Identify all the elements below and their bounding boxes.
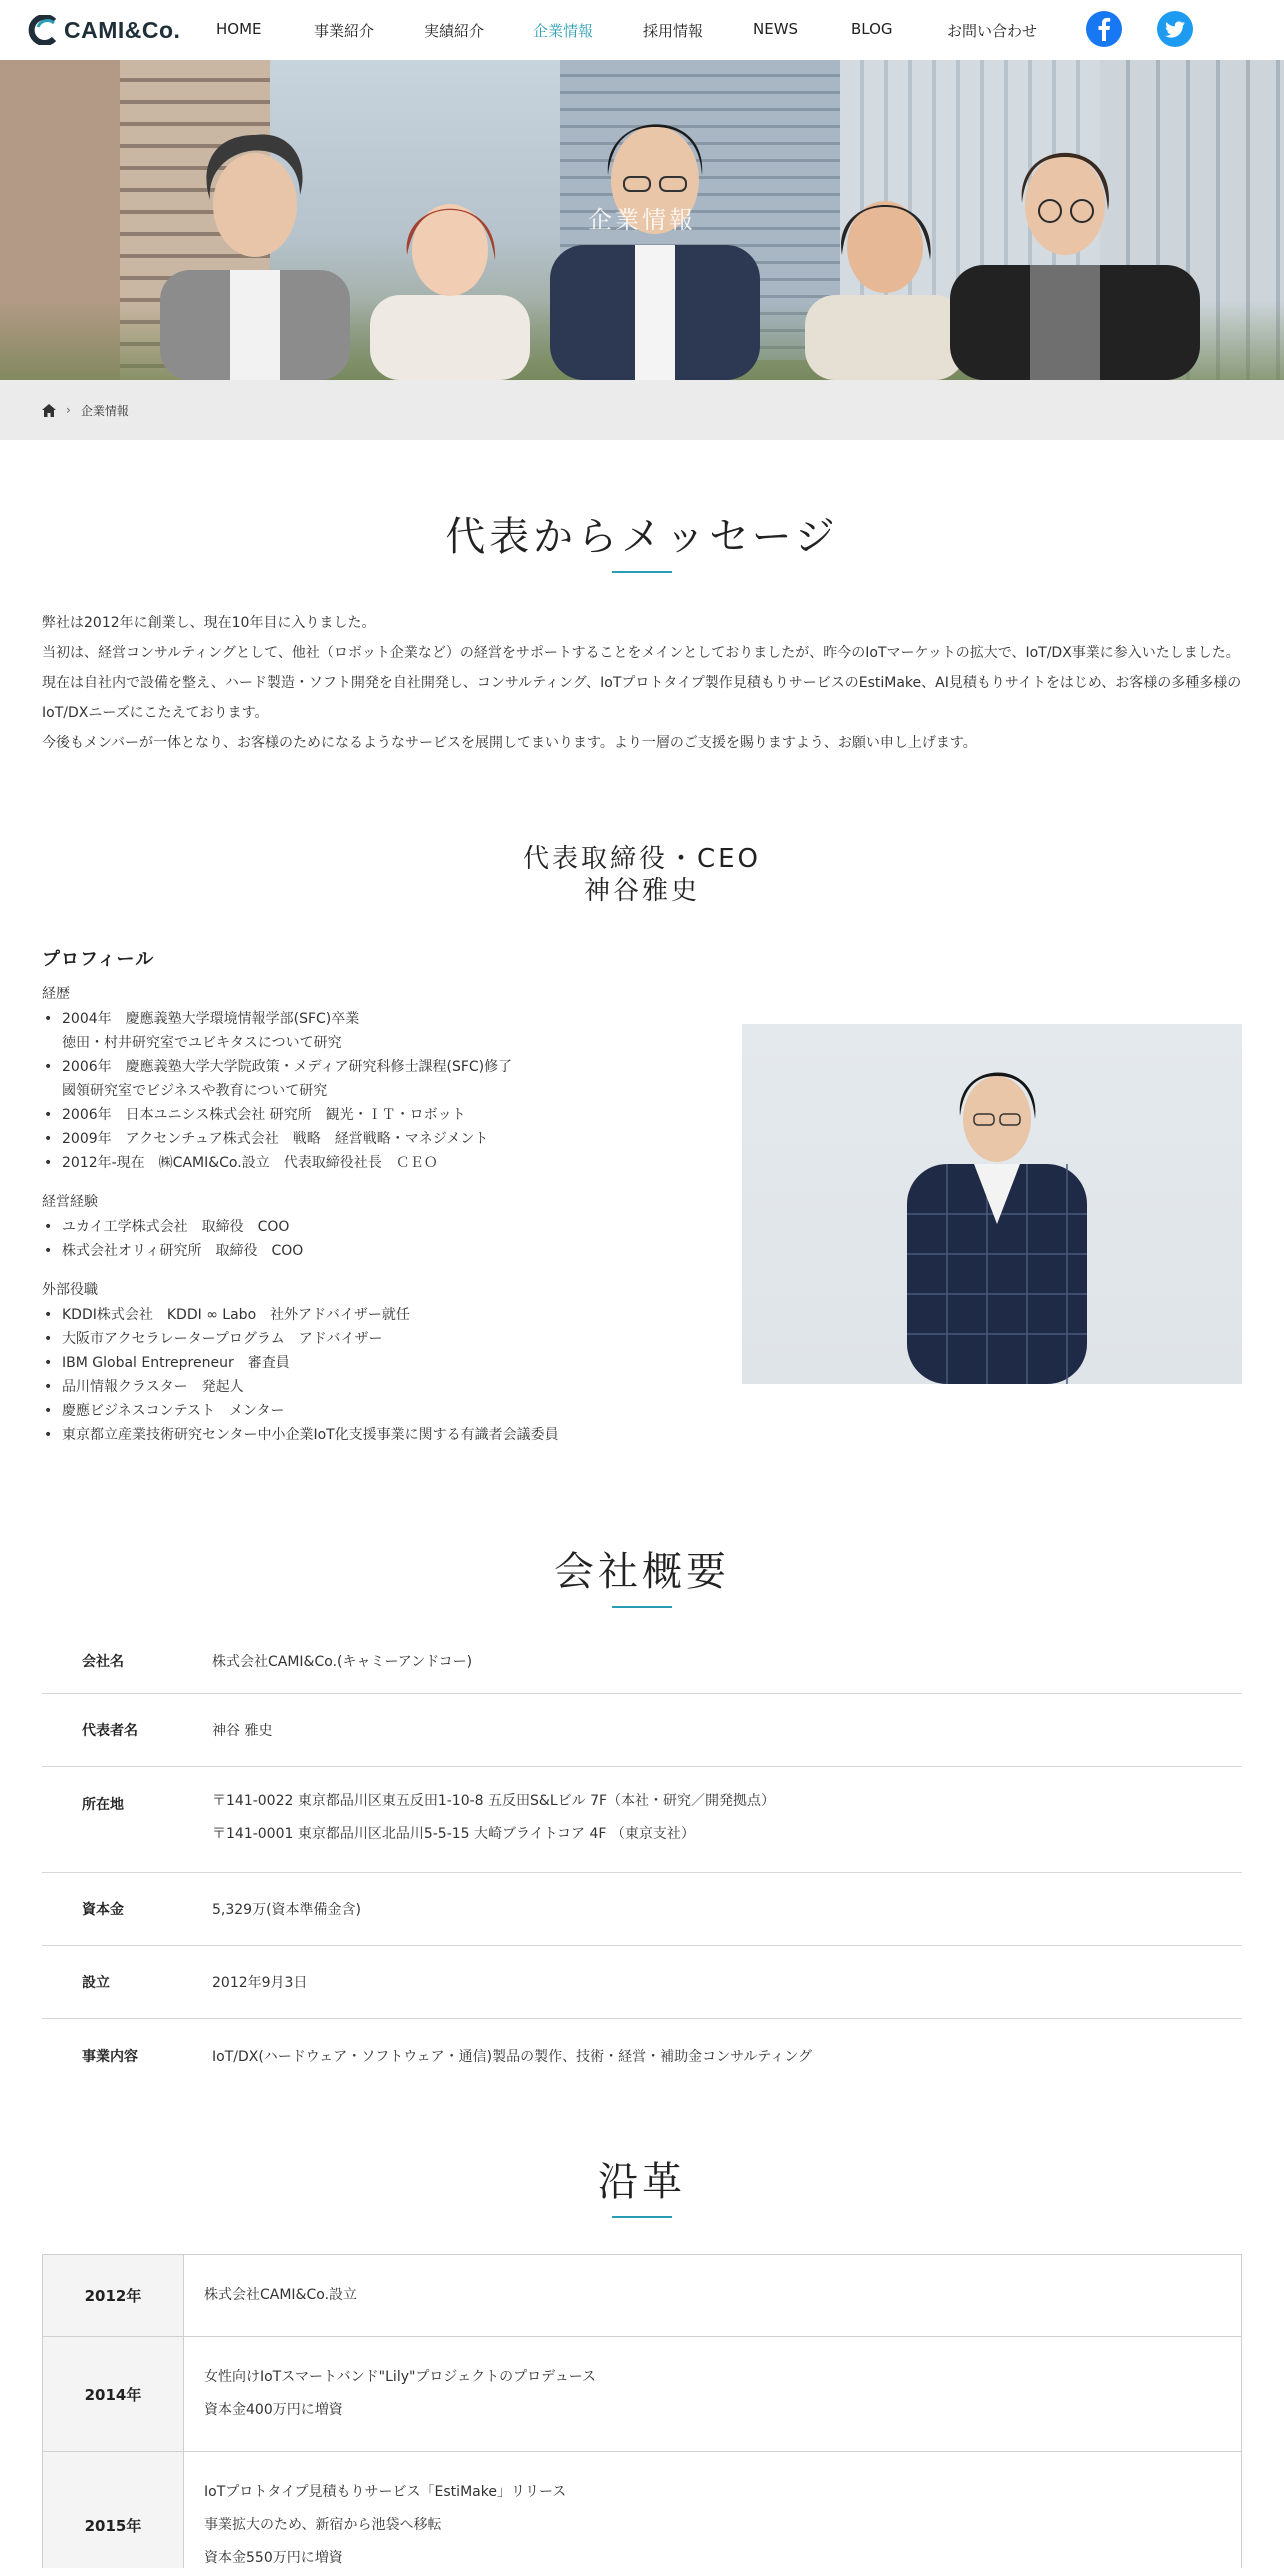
ceo-photo xyxy=(742,1024,1242,1384)
message-paragraph: 弊社は2012年に創業し、現在10年目に入りました。 xyxy=(42,615,376,631)
external-role-item: • 慶應ビジネスコンテスト メンター xyxy=(42,1399,682,1423)
message-title: 代表からメッセージ xyxy=(445,514,839,560)
overview-row xyxy=(42,1767,1242,1873)
title-underline xyxy=(612,2216,672,2218)
ceo-heading xyxy=(0,843,1284,907)
overview-row xyxy=(42,1628,1242,1694)
overview-row xyxy=(42,1946,1242,2019)
nav-blog[interactable]: BLOG xyxy=(851,20,893,38)
message-paragraph: 当初は、経営コンサルティングとして、他社（ロボット企業など）の経営をサポートすることをメインとしておりましたが、昨今のIoTマーケットの拡大で、IoT/DX事業に参入いたしました。現在は自社内で設備を整え、ハード製造・ソフト開発を自社開発し、コンサルティング、IoTプロトタイプ製作見積もりサービスのEstiMake、AI見積もりサイトをはじめ、お客様の多種多様のIoT/DXニーズにこたえております。 xyxy=(42,645,1242,721)
career-heading: 経歴 xyxy=(42,986,70,1002)
facebook-icon[interactable] xyxy=(1086,11,1122,47)
external-role-item: • 品川情報クラスター 発起人 xyxy=(42,1375,682,1399)
nav-news[interactable]: NEWS xyxy=(753,20,799,38)
logo-text: CAMI&Co. xyxy=(64,16,181,43)
management-list xyxy=(42,1215,682,1263)
history-year: 2012年 xyxy=(43,2255,184,2336)
external-roles-list xyxy=(42,1303,682,1447)
overview-value: 〒141-0022 東京都品川区東五反田1-10-8 五反田S&Lビル 7F（本社・研究／開発拠点） 〒141-0001 東京都品川区北品川5-5-15 大崎ブライトコア 4F （東京支社） xyxy=(212,1793,776,1842)
chevron-right-icon: › xyxy=(66,403,71,417)
breadcrumb xyxy=(0,380,1284,440)
overview-title: 会社概要 xyxy=(554,1549,730,1595)
history-events: 女性向けIoTスマートバンド"Lily"プロジェクトのプロデュース 資本金400万円に増資 xyxy=(204,2369,597,2418)
overview-label: 代表者名 xyxy=(82,1723,138,1739)
career-item: • 2009年 アクセンチュア株式会社 戦略 経営戦略・マネジメント xyxy=(42,1127,682,1151)
overview-label: 会社名 xyxy=(82,1653,124,1670)
history-row xyxy=(43,2452,1241,2568)
external-role-item: • IBM Global Entrepreneur 審査員 xyxy=(42,1351,682,1375)
overview-value: 神谷 雅史 xyxy=(212,1723,273,1739)
career-item: • 2012年-現在 ㈱CAMI&Co.設立 代表取締役社長 ＣＥＯ xyxy=(42,1151,682,1175)
management-heading: 経営経験 xyxy=(42,1194,98,1210)
overview-label: 所在地 xyxy=(82,1797,124,1813)
nav-recruit[interactable]: 採用情報 xyxy=(643,22,704,40)
home-icon[interactable] xyxy=(42,404,56,417)
ceo-profile xyxy=(42,945,682,1463)
overview-value: 株式会社CAMI&Co.(キャミーアンドコー) xyxy=(212,1653,473,1670)
management-item: • ユカイ工学株式会社 取締役 COO xyxy=(42,1215,682,1239)
external-role-item: • KDDI株式会社 KDDI ∞ Labo 社外アドバイザー就任 xyxy=(42,1303,682,1327)
nav-company[interactable]: 企業情報 xyxy=(533,22,594,40)
title-underline xyxy=(612,571,672,573)
twitter-icon[interactable] xyxy=(1157,11,1193,47)
management-item: • 株式会社オリィ研究所 取締役 COO xyxy=(42,1239,682,1263)
career-item: • 2006年 慶應義塾大学大学院政策・メディア研究科修士課程(SFC)修了 國領研究室でビジネスや教育について研究 xyxy=(42,1055,682,1103)
overview-row xyxy=(42,2019,1242,2092)
career-item: • 2006年 日本ユニシス株式会社 研究所 観光・ＩＴ・ロボット xyxy=(42,1103,682,1127)
external-role-item: • 大阪市アクセラレータープログラム アドバイザー xyxy=(42,1327,682,1351)
nav-home[interactable]: HOME xyxy=(216,20,262,38)
overview-value: 5,329万(資本準備金含) xyxy=(212,1902,362,1918)
history-events: IoTプロトタイプ見積もりサービス「EstiMake」リリース 事業拡大のため、新宿から池袋へ移転 資本金550万円に増資 xyxy=(204,2484,567,2566)
site-logo[interactable] xyxy=(28,14,180,46)
overview-label: 設立 xyxy=(82,1975,110,1991)
history-row xyxy=(43,2337,1241,2452)
overview-label: 資本金 xyxy=(82,1902,124,1918)
history-year: 2014年 xyxy=(43,2337,184,2451)
external-roles-heading: 外部役職 xyxy=(42,1282,98,1298)
message-paragraph: 今後もメンバーが一体となり、お客様のためになるようなサービスを展開してまいります。より一層のご支援を賜りますよう、お願い申し上げます。 xyxy=(42,735,977,751)
profile-heading: プロフィール xyxy=(42,949,155,970)
message-body xyxy=(42,608,1242,758)
ceo-name: 神谷雅史 xyxy=(583,876,700,906)
overview-value: IoT/DX(ハードウェア・ソフトウェア・通信)製品の製作、技術・経営・補助金コンサルティング xyxy=(212,2048,813,2065)
breadcrumb-current: 企業情報 xyxy=(80,403,129,418)
overview-row xyxy=(42,1873,1242,1946)
career-list xyxy=(42,1007,682,1175)
team-member-photo xyxy=(910,125,1210,380)
title-underline xyxy=(612,1606,672,1608)
nav-business[interactable]: 事業紹介 xyxy=(314,22,375,40)
history-year: 2015年 xyxy=(43,2452,184,2568)
nav-works[interactable]: 実績紹介 xyxy=(424,22,485,40)
site-header xyxy=(0,0,1284,60)
hero-banner xyxy=(0,60,1284,380)
external-role-item: • 東京都立産業技術研究センター中小企業IoT化支援事業に関する有識者会議委員 xyxy=(42,1423,682,1447)
nav-contact[interactable]: お問い合わせ xyxy=(947,22,1038,40)
career-item: • 2004年 慶應義塾大学環境情報学部(SFC)卒業 徳田・村井研究室でユビキタスについて研究 xyxy=(42,1007,682,1055)
overview-value: 2012年9月3日 xyxy=(212,1975,308,1991)
logo-mark-icon xyxy=(28,15,58,45)
overview-label: 事業内容 xyxy=(82,2048,138,2065)
ceo-role: 代表取締役・CEO xyxy=(522,844,762,874)
company-overview-table xyxy=(42,1628,1242,2092)
team-member-photo xyxy=(150,120,360,380)
hero-title: 企業情報 xyxy=(588,206,696,234)
history-title: 沿革 xyxy=(598,2159,686,2205)
history-table xyxy=(42,2254,1242,2568)
history-row xyxy=(43,2255,1241,2337)
overview-row xyxy=(42,1694,1242,1767)
history-events: 株式会社CAMI&Co.設立 xyxy=(204,2287,358,2303)
